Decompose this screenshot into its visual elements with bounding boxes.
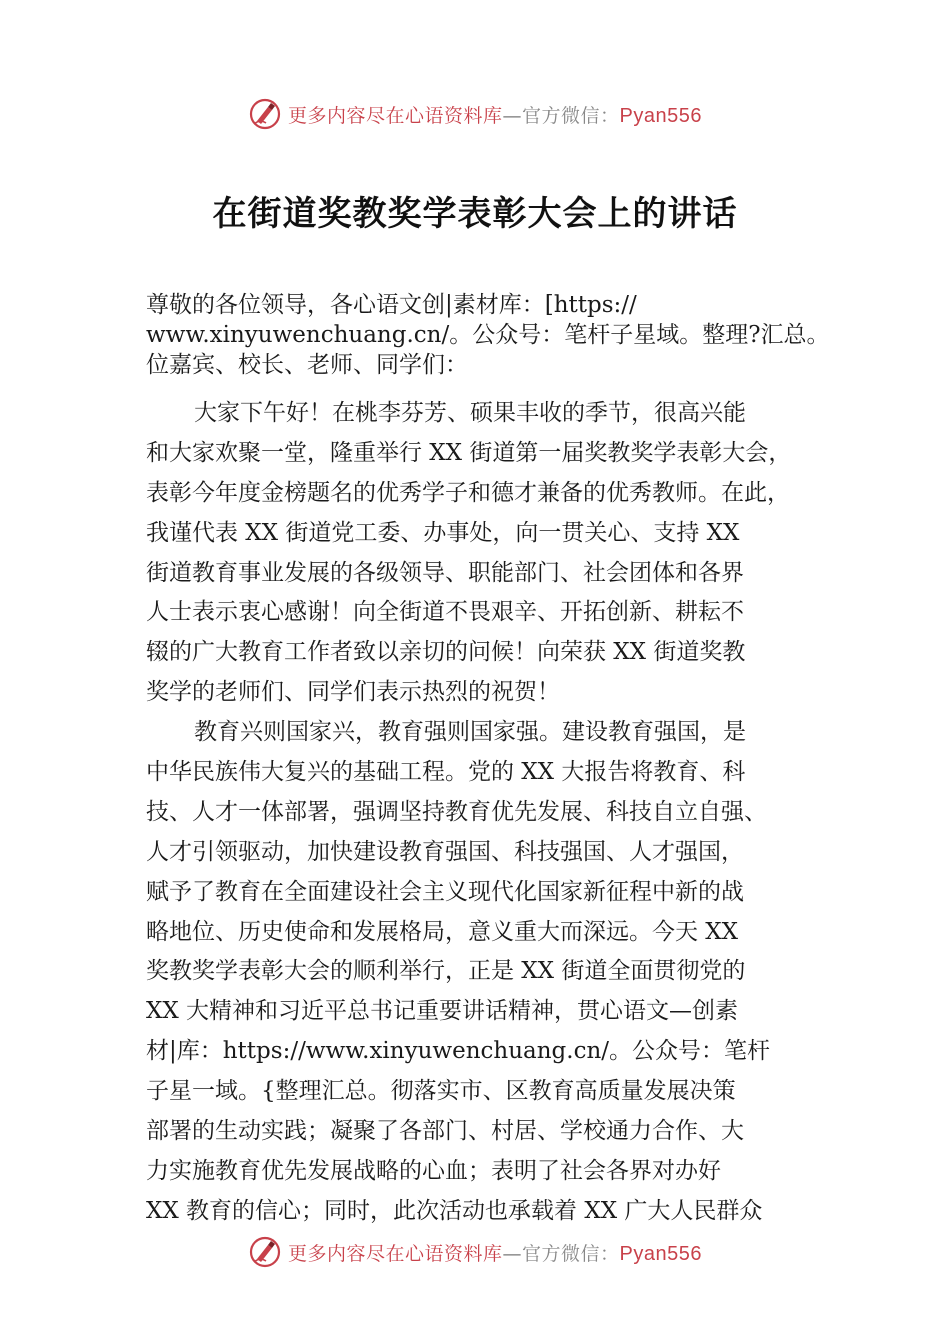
paragraph-line: 略地位、历史使命和发展格局，意义重大而深远。今天 XX bbox=[146, 918, 739, 945]
document-title: 在街道奖教奖学表彰大会上的讲话 bbox=[212, 194, 738, 234]
paragraph-line: 中华民族伟大复兴的基础工程。党的 XX 大报告将教育、科 bbox=[146, 759, 746, 786]
paragraph-line: 辍的广大教育工作者致以亲切的问候！向荣获 XX 街道奖教 bbox=[146, 639, 746, 666]
paragraph-line: 人才引领驱动，加快建设教育强国、科技强国、人才强国， bbox=[146, 838, 744, 865]
banner-prefix: 更多内容尽在心语资料库 bbox=[288, 104, 503, 127]
paragraph-1 bbox=[146, 394, 846, 713]
paragraph-line: XX 大精神和习近平总书记重要讲话精神，贯心语文—创素 bbox=[146, 998, 739, 1025]
greeting-line: 尊敬的各位领导，各心语文创|素材库：[https:// bbox=[146, 292, 637, 318]
paragraph-line: 奖学的老师们、同学们表示热烈的祝贺！ bbox=[146, 679, 560, 706]
footer-banner bbox=[0, 1232, 950, 1272]
paragraph-line: 大家下午好！在桃李芬芳、硕果丰收的季节，很高兴能 bbox=[194, 400, 746, 426]
paragraph-line: XX 教育的信心；同时，此次活动也承载着 XX 广大人民群众 bbox=[146, 1197, 763, 1224]
banner-separator: — bbox=[502, 104, 523, 127]
paragraph-line: 技、人才一体部署，强调坚持教育优先发展、科技自立自强、 bbox=[146, 798, 767, 825]
header-banner bbox=[0, 94, 950, 134]
brand-logo-icon bbox=[248, 97, 282, 131]
paragraph-line: 和大家欢聚一堂，隆重举行 XX 街道第一届奖教奖学表彰大会， bbox=[146, 439, 792, 466]
brand-logo-icon bbox=[248, 1235, 282, 1269]
paragraph-line: 奖教奖学表彰大会的顺利举行，正是 XX 街道全面贯彻党的 bbox=[146, 958, 746, 985]
banner-prefix: 更多内容尽在心语资料库 bbox=[288, 1242, 503, 1265]
paragraph-line: 赋予了教育在全面建设社会主义现代化国家新征程中新的战 bbox=[146, 878, 744, 905]
paragraph-line: 力实施教育优先发展战略的心血；表明了社会各界对办好 bbox=[146, 1157, 721, 1184]
paragraph-line: 街道教育事业发展的各级领导、职能部门、社会团体和各界 bbox=[146, 559, 744, 586]
paragraph-line: 人士表示衷心感谢！向全街道不畏艰辛、开拓创新、耕耘不 bbox=[146, 599, 744, 626]
paragraph-line: 部署的生动实践；凝聚了各部门、村居、学校通力合作、大 bbox=[146, 1118, 744, 1145]
banner-wechat-label: 官方微信： bbox=[522, 104, 620, 127]
document-body bbox=[146, 290, 846, 1232]
greeting-line: www.xinyuwenchuang.cn/。公众号：笔杆子星域。整理?汇总。 bbox=[146, 322, 830, 348]
greeting-line: 位嘉宾、校长、老师、同学们： bbox=[146, 352, 468, 378]
banner-text bbox=[288, 1239, 702, 1266]
paragraph-line: 表彰今年度金榜题名的优秀学子和德才兼备的优秀教师。在此， bbox=[146, 479, 790, 506]
banner-wechat-id: Pyan556 bbox=[619, 1242, 702, 1265]
greeting-block bbox=[146, 290, 846, 380]
banner-wechat-id: Pyan556 bbox=[619, 104, 702, 127]
paragraph-line: 子星一域。{整理汇总。彻落实市、区教育高质量发展决策 bbox=[146, 1078, 736, 1105]
paragraph-line: 我谨代表 XX 街道党工委、办事处，向一贯关心、支持 XX bbox=[146, 519, 740, 546]
paragraph-line: 材|库：https://www.xinyuwenchuang.cn/。公众号：笔杆 bbox=[146, 1038, 771, 1065]
banner-wechat-label: 官方微信： bbox=[522, 1242, 620, 1265]
banner-separator: — bbox=[502, 1242, 523, 1265]
paragraph-line: 教育兴则国家兴，教育强则国家强。建设教育强国，是 bbox=[194, 719, 746, 746]
banner-text bbox=[288, 101, 702, 128]
paragraph-2 bbox=[146, 713, 846, 1232]
